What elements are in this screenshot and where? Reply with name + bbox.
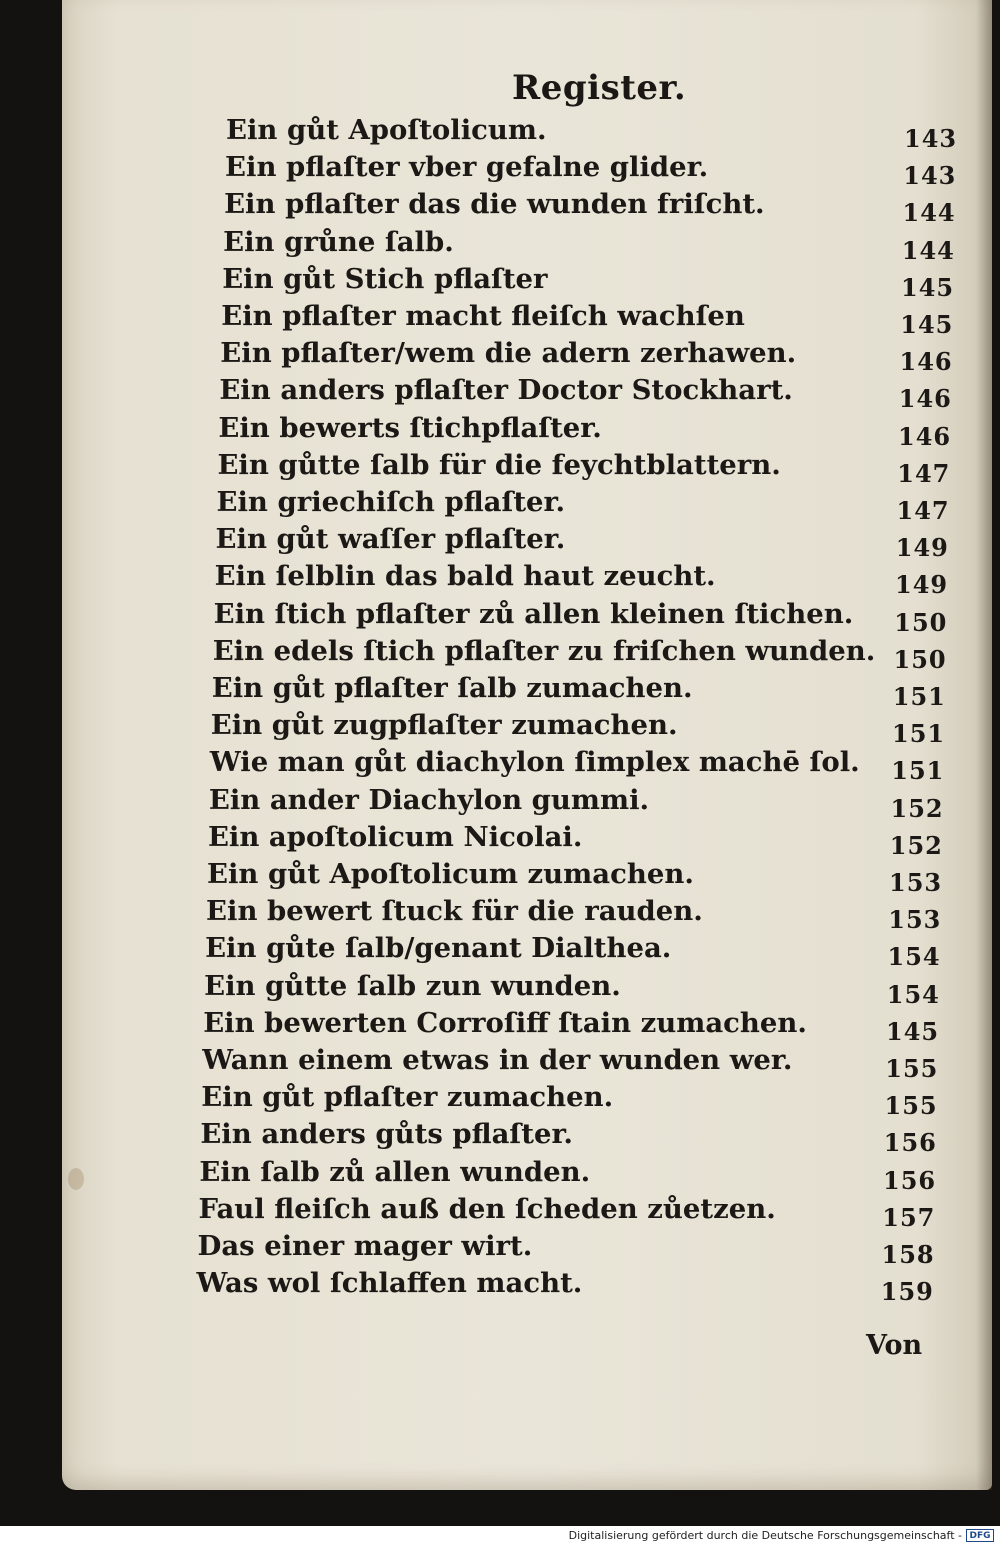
entry-page-number: 143: [904, 124, 958, 153]
register-entry: [62, 634, 962, 674]
entry-title: Wie man gůt diachylon ſimplex machē ſol.: [209, 746, 860, 779]
book-page: [62, 0, 992, 1490]
register-entry: [62, 262, 962, 302]
entry-title: Ein pflaſter vber gefalne glider.: [225, 151, 709, 184]
entry-title: Ein pflaſter das die wunden friſcht.: [224, 188, 765, 221]
digitization-footer: [0, 1526, 1000, 1546]
entry-page-number: 154: [887, 942, 941, 972]
register-entry: [62, 486, 962, 525]
register-entry: [62, 597, 962, 637]
entry-page-number: 144: [901, 235, 955, 265]
entry-title: Was wol ſchlaffen macht.: [196, 1267, 583, 1300]
register-entry: [62, 114, 962, 153]
entry-page-number: 146: [899, 347, 953, 377]
register-entry: [62, 560, 962, 600]
entry-title: Das einer mager wirt.: [197, 1230, 533, 1262]
footer-credit: Digitalisierung gefördert durch die Deutsche Forschungsgemeinschaft -: [568, 1529, 962, 1542]
register-entry: [62, 969, 962, 1009]
entry-title: Ein edels ſtich pflaſter zu friſchen wunden.: [212, 634, 876, 667]
entry-title: Ein gůt pflaſter zumachen.: [201, 1081, 614, 1114]
register-entry: [62, 225, 962, 265]
register-entry: [62, 820, 962, 860]
entry-page-number: 146: [898, 384, 952, 414]
register-entry: [62, 1230, 962, 1269]
entry-title: Ein bewerts ſtichpflaſter.: [218, 411, 602, 444]
catchword: Von: [866, 1330, 923, 1361]
entry-title: Ein gůt zugpflaſter zumachen.: [210, 709, 678, 742]
entry-title: Ein gůt waſſer pflaſter.: [215, 523, 566, 556]
register-entry: [62, 858, 962, 897]
register-entry: [62, 1118, 962, 1158]
entry-title: Wann einem etwas in der wunden wer.: [202, 1044, 793, 1076]
register-entry: [62, 188, 962, 228]
register-entry: [62, 411, 962, 451]
register-entry: [62, 151, 962, 191]
register-entry: [62, 895, 962, 935]
register-entry: [62, 1267, 962, 1307]
entry-page-number: 150: [894, 607, 948, 637]
entry-page-number: 147: [897, 458, 951, 488]
entry-page-number: 146: [898, 421, 952, 451]
entry-title: Ein bewert ſtuck für die rauden.: [206, 895, 703, 928]
register-entry: [62, 1155, 962, 1195]
entry-page-number: 154: [886, 979, 940, 1009]
register-entry: [62, 1006, 962, 1046]
register-entry: [62, 709, 962, 749]
page-header: Register.: [512, 68, 687, 108]
entry-title: Ein grůne ſalb.: [223, 225, 454, 258]
register-entry: [62, 300, 962, 339]
entry-page-number: 145: [900, 310, 954, 339]
entry-title: Ein ander Diachylon gummi.: [208, 783, 650, 816]
entry-page-number: 151: [891, 756, 945, 786]
entry-title: Ein ſalb zů allen wunden.: [199, 1155, 591, 1188]
entry-title: Ein pflaſter macht fleiſch wachſen: [221, 300, 745, 332]
register-entry: [62, 932, 962, 972]
entry-page-number: 158: [881, 1240, 935, 1269]
entry-page-number: 152: [889, 830, 943, 860]
entry-page-number: 156: [883, 1128, 937, 1158]
register-entry: [62, 1192, 962, 1232]
entry-title: Ein anders pflaſter Doctor Stockhart.: [219, 374, 793, 407]
entry-title: Ein gůt Apoſtolicum zumachen.: [207, 858, 694, 890]
entry-title: Ein apoſtolicum Nicolai.: [207, 820, 583, 853]
entry-title: Ein anders gůts pflaſter.: [200, 1118, 573, 1151]
entry-page-number: 159: [880, 1277, 934, 1307]
entry-title: Ein griechiſch pflaſter.: [216, 486, 566, 518]
register-entry: [62, 1081, 962, 1121]
entry-title: Ein ſtich pflaſter zů allen kleinen ſtichen.: [213, 597, 854, 630]
entry-page-number: 145: [901, 272, 955, 302]
entry-page-number: 156: [883, 1165, 937, 1195]
register-entry: [62, 374, 962, 414]
entry-page-number: 149: [895, 570, 949, 600]
register-entry: [62, 746, 962, 786]
entry-page-number: 151: [892, 682, 946, 711]
entry-title: Ein gůt Apoſtolicum.: [226, 114, 547, 146]
entry-page-number: 155: [884, 1091, 938, 1121]
register-entry: [62, 1044, 962, 1083]
entry-page-number: 157: [882, 1202, 936, 1232]
register-entry: [62, 337, 962, 377]
entry-page-number: 150: [893, 644, 947, 674]
entry-title: Ein gůte ſalb/genant Dialthea.: [205, 932, 672, 965]
entry-page-number: 153: [889, 868, 943, 897]
entry-page-number: 149: [895, 533, 949, 563]
entry-page-number: 145: [886, 1016, 940, 1046]
entry-title: Ein gůtte ſalb zun wunden.: [204, 969, 621, 1002]
entry-title: Ein gůtte ſalb für die feychtblattern.: [217, 448, 781, 481]
page-edge-shadow: [976, 0, 992, 1490]
entry-page-number: 155: [885, 1054, 939, 1083]
register-entry: [62, 672, 962, 711]
entry-page-number: 147: [896, 496, 950, 525]
entry-page-number: 143: [903, 161, 957, 191]
entry-page-number: 151: [892, 719, 946, 749]
entry-title: Ein bewerten Corroſiff ſtain zumachen.: [203, 1006, 807, 1039]
register-entry: [62, 783, 962, 823]
entry-title: Ein gůt pflaſter ſalb zumachen.: [211, 672, 693, 704]
entry-page-number: 153: [888, 905, 942, 935]
entry-title: Faul fleiſch auß den ſcheden zůetzen.: [198, 1192, 776, 1225]
entry-page-number: 152: [890, 793, 944, 823]
entry-title: Ein gůt Stich pflaſter: [222, 262, 548, 295]
register-entry: [62, 523, 962, 563]
entry-title: Ein ſelblin das bald haut zeucht.: [214, 560, 716, 593]
dfg-logo: DFG: [966, 1529, 994, 1542]
register-entry: [62, 448, 962, 488]
entry-page-number: 144: [902, 198, 956, 228]
entry-title: Ein pflaſter/wem die adern zerhawen.: [220, 337, 797, 370]
